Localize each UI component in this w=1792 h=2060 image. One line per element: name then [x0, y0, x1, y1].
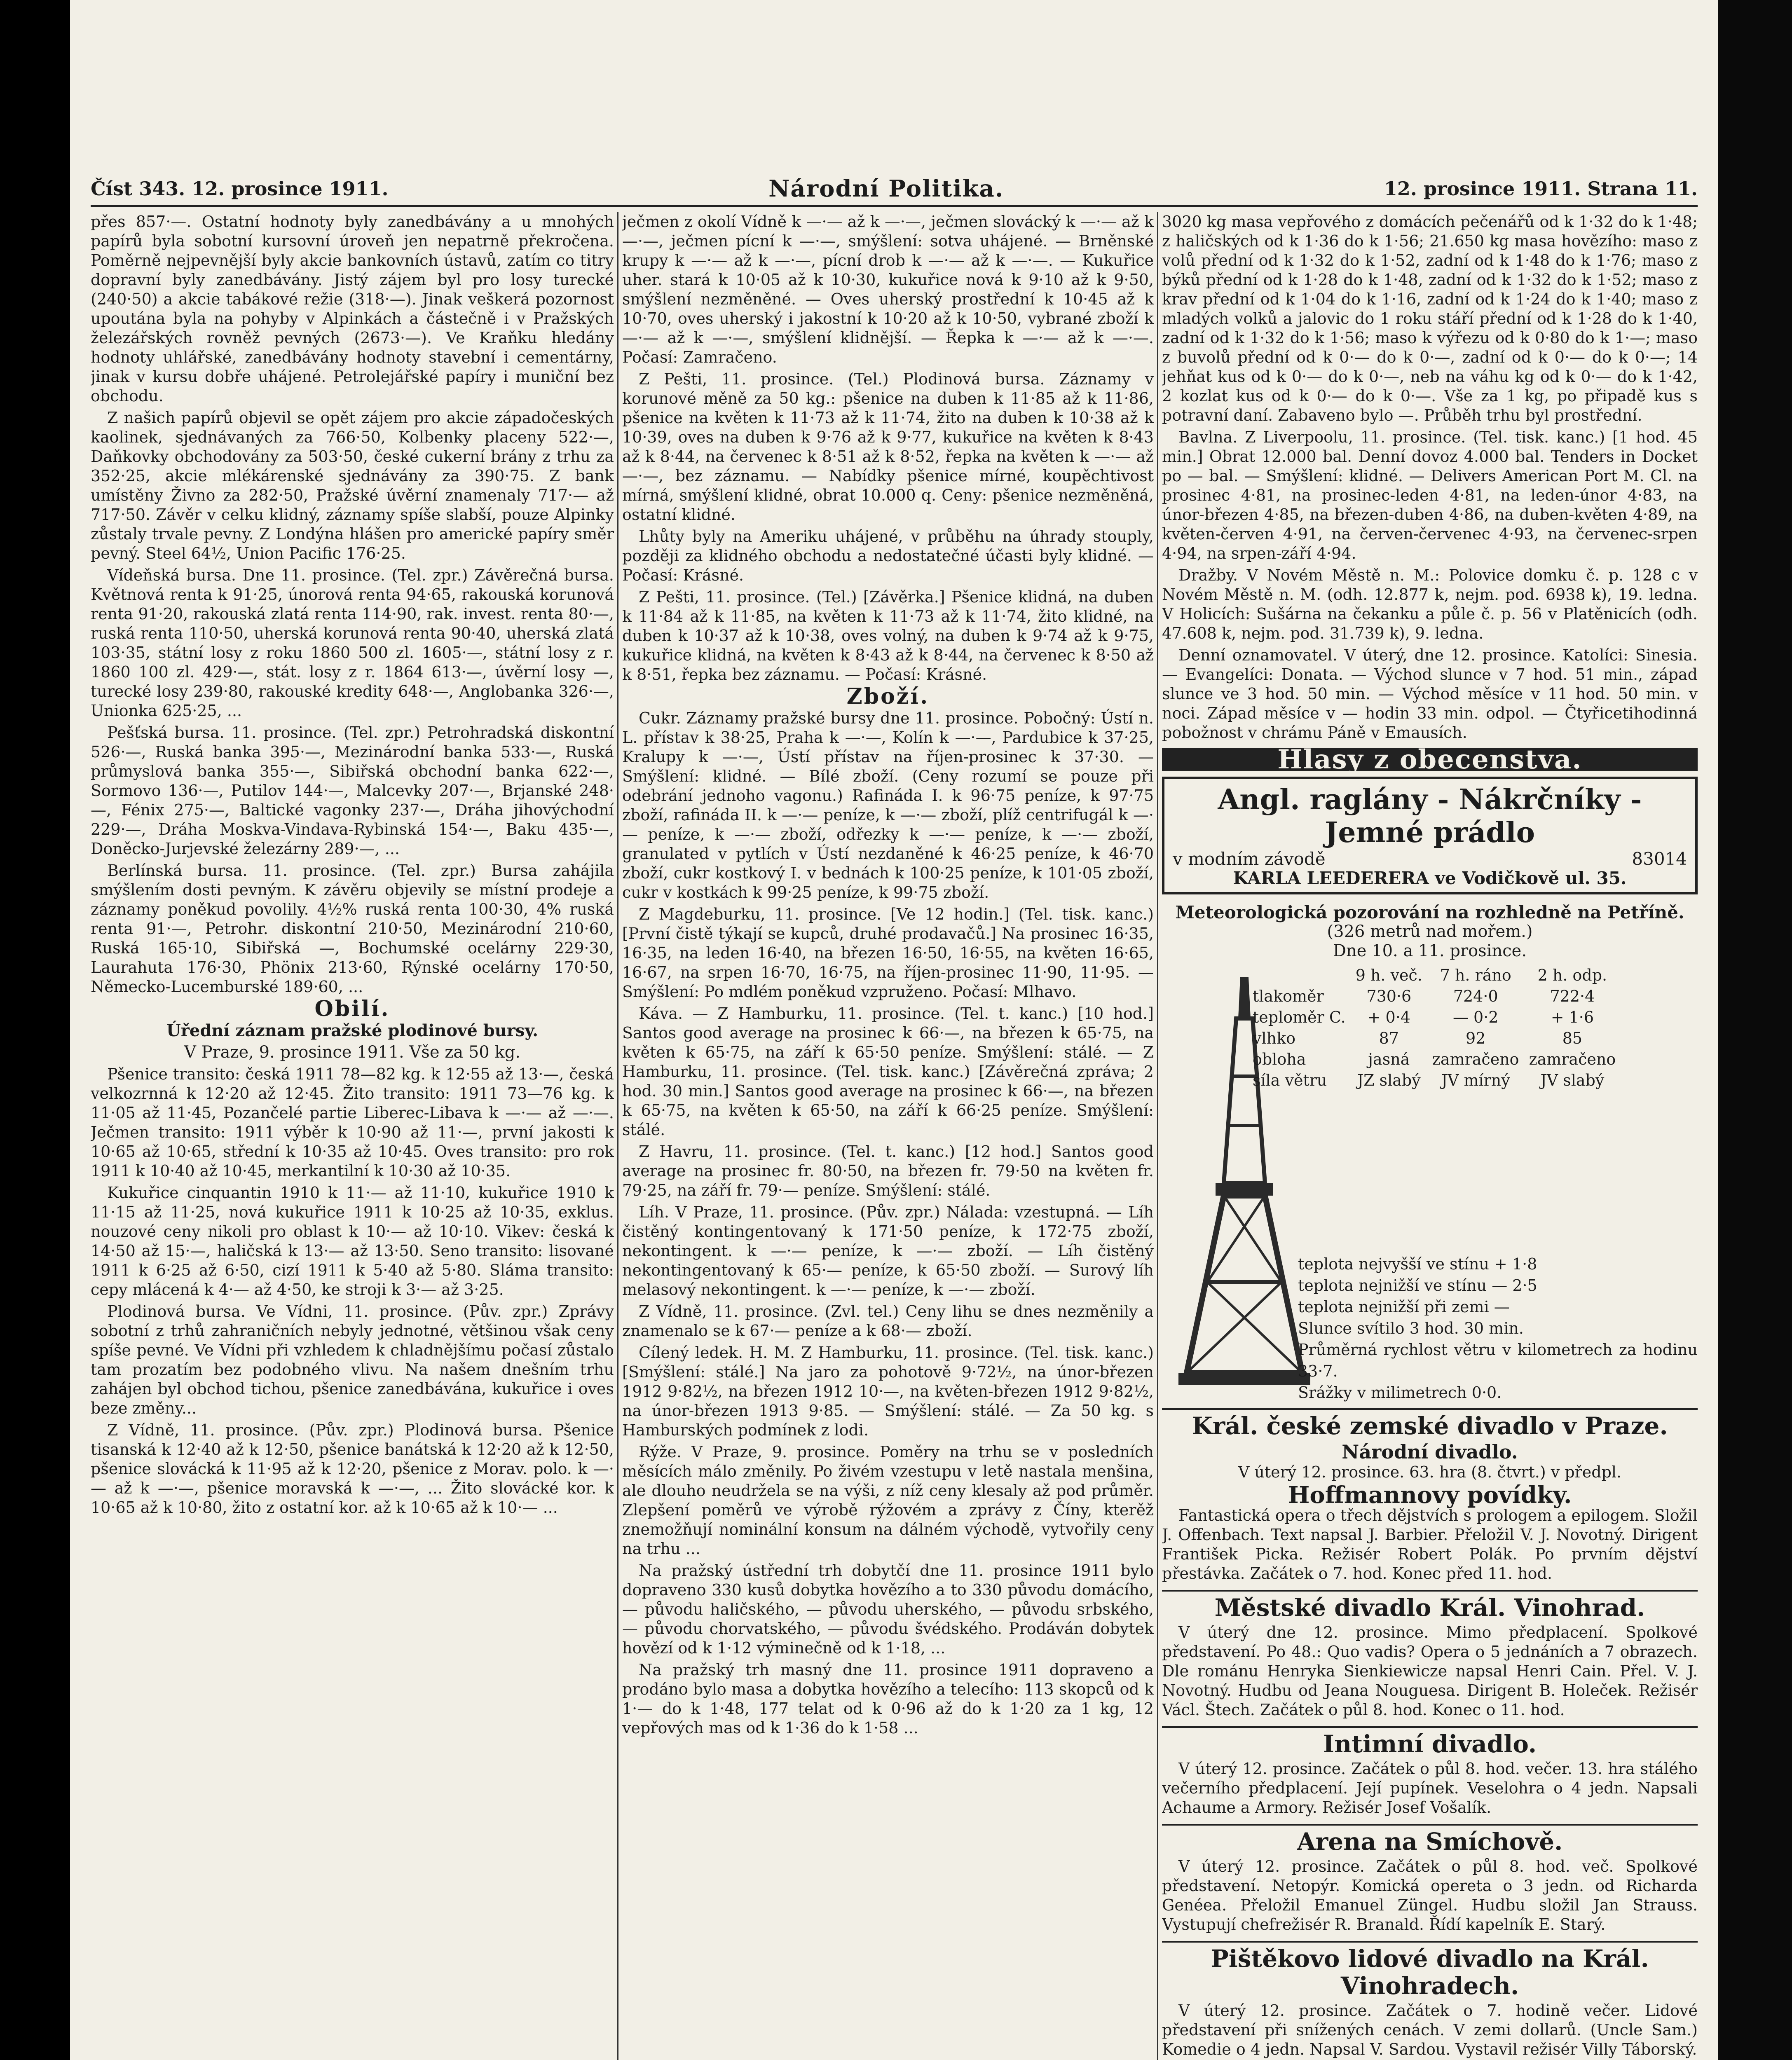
weather-value: 730·6 [1366, 987, 1412, 1005]
section-heading-grain: Obilí. [314, 996, 390, 1021]
berlin-bourse-article: Berlínská bursa. 11. prosince. (Tel. zpr.) Bursa zahájila smýšlením dosti pevným. K závěru objevily se místní prodeje a záznamy poněkud povolily. 4½% ruská renta 100·30, 4% ruská renta 91·—, Petrohr. diskontní 210·50, Mezinárodní 210·60, Ruská 165·10, Sibiřská —, Bochumské ocelárny 229·30, Laurahuta 176·30, Phönix 213·60, Rýnské ocelárny 170·50, Německo-Lucemburské 189·60, ... [91, 861, 614, 996]
theater-heading-vinohrady: Městské divadlo Král. Vinohrad. [1162, 1590, 1698, 1621]
header-issue-date: Číst 343. 12. prosince 1911. [91, 178, 389, 200]
column-2 [622, 212, 1154, 2060]
weather-value: 87 [1379, 1029, 1399, 1047]
theater-heading-pistek: Pištěkovo lidové divadlo na Král. Vinohradech. [1162, 1941, 1698, 1999]
havre-paragraph: Z Havru, 11. prosince. (Tel. t. kanc.) [12 hod.] Santos good average na prosinec fr. 80·50, na březen fr. 79·50 na květen fr. 79·25, na září fr. 79·— peníze. Smýšlení: stálé. [622, 1142, 1154, 1199]
column-divider [617, 212, 618, 2060]
pest-exchange-paragraph: Z Pešti, 11. prosince. (Tel.) [Závěrka.] Pšenice klidná, na duben k 11·84 až k 11·85, na květen k 11·73 až k 11·74, žito klidné, na duben k 10·37 až k 10·38, oves volný, na duben k 9·74 až k 9·75, kukuřice klidná, na květen k 8·43 až k 8·44, na červenec k 8·50 až k 8·51, řepka bez záznamu. — Počasí: Krásné. [622, 588, 1154, 684]
weather-row-label: obloha [1253, 1050, 1306, 1068]
weather-value: zamračeno [1529, 1050, 1616, 1068]
theater-schedule-line: V úterý 12. prosince. 63. hra (8. čtvrt.) v předpl. [1238, 1463, 1622, 1481]
produce-exchange-paragraph: Plodinová bursa. Ve Vídni, 11. prosince. (Pův. zpr.) Zprávy sobotní z trhů zahraničních nebyly jednotné, většinou však ceny spíše pevné. Ve Vídni při vzhledem k chladnějšímu počasí zůstalo tam prozatím bez podobného vlivu. Na našem dnešním trhu zahájen byl obchod tichou, pšenice zanedbávána, kukuřice i oves beze změny... [91, 1302, 614, 1417]
ad-address: KARLA LEEDERERA ve Vodičkově ul. 35. [1233, 868, 1627, 888]
article-paragraph: ječmen z okolí Vídně k —·— až k —·—, ječmen slovácký k —·— až k —·—, ječmen pícní k —·—, smýšlení: sotva uhájené. — Brněnské krupy k —·— až k —·—, pícní drob k —·— až k —·—. — Kukuřice uher. stará k 10·05 až k 10·30, kukuřice nová k 9·10 až k 9·50, smýšlení nezměněné. — Oves uherský prostřední k 10·45 až k 10·70, oves uherský i jakostní k 10·20 až k 10·50, vybrané zboží k —·— až k —·—, smýšlení klidnější. — Řepka k —·— až k —·—. Počasí: Zamračeno. [622, 213, 1154, 366]
weather-time: 7 h. ráno [1440, 966, 1511, 984]
theater-listing: V úterý 12. prosince. Začátek o půl 8. hod. večer. 13. hra stálého večerního předplacení. Její pupínek. Veselohra o 4 jedn. Napsali Achaume a Armory. Režisér Josef Vošalík. [1162, 1760, 1698, 1817]
ad-line [1173, 849, 1687, 868]
advertisement-box [1162, 777, 1698, 894]
spirit-paragraph: Z Vídně, 11. prosince. (Zvl. tel.) Ceny lihu se dnes nezměnily a znamenalo se k 67·— peníze a k 68·— zboží. [622, 1302, 1154, 1340]
weather-value: zamračeno [1432, 1050, 1519, 1068]
newspaper-title: Národní Politika. [768, 175, 1004, 202]
petersburg-bourse-article: Pešťská bursa. 11. prosince. (Tel. zpr.) Petrohradská diskontní 526·—, Ruská banka 395·—, Mezinárodní banka 533·—, Ruská průmyslová banka 355·—, Sibiřská obchodní banka 622·—, Sormovo 136·—, Putilov 144·—, Malcevky 207·—, Brjanské 248·—, Fénix 275·—, Baltické vagonky 237·—, Dráha jihovýchodní 229·—, Dráha Moskva-Vindava-Rybinská 154·—, Baku 435·—, Doněcko-Jurjevské železárny 289·—, ... [91, 723, 614, 858]
grain-prices-paragraph: Pšenice transito: česká 1911 78—82 kg. k 12·55 až 13·—, česká velkozrnná k 12·20 až 12·45. Žito transito: 1911 73—76 kg. k 11·05 až 11·45, Pozančelé partie Liberec-Libava k —·— až —·—. Ječmen transito: 1911 výběr k 10·90 až 11·—, první jakosti k 10·65 až 10·65, střední k 10·35 až 10·45. Oves transito: pro rok 1911 k 10·40 až 10·45, merkantilní k 10·30 až 10·35. [91, 1065, 614, 1180]
weather-row [1244, 1049, 1621, 1070]
weather-value: 85 [1562, 1029, 1583, 1047]
weather-section [1162, 965, 1698, 1402]
saltpeter-paragraph: Cílený ledek. H. M. Z Hamburku, 11. prosince. (Tel. tisk. kanc.) [Smýšlení: stálé.] Na jaro za pohotově 9·72½, na únor-březen 1912 9·82½, na březen 1912 10·—, na květen-březen 1912 9·82½, na únor-březen 1913 9·85. — Smýšlení: stálé. — Za 50 kg. s Hamburských podmínek z lodi. [622, 1344, 1154, 1439]
weather-value: JZ slabý [1357, 1071, 1421, 1089]
newspaper-page [70, 0, 1718, 2060]
section-dateline: V Praze, 9. prosince 1911. Vše za 50 kg. [184, 1043, 521, 1062]
weather-value: JV slabý [1540, 1071, 1605, 1089]
weather-row [1244, 1007, 1621, 1028]
cotton-paragraph: Bavlna. Z Liverpoolu, 11. prosince. (Tel. tisk. kanc.) [1 hod. 45 min.] Obrat 12.000 bal. Denní dovoz 4.000 bal. Tenders in Docket po — bal. — Smýšlení: klidné. — Delivers American Port M. Cl. na prosinec 4·81, na prosinec-leden 4·81, na leden-únor 4·83, na únor-březen 4·85, na březen-duben 4·86, na duben-květen 4·89, na květen-červen 4·91, na červen-červenec 4·93, na červenec-srpen 4·94, na srpen-září 4·94. [1162, 428, 1698, 562]
weather-subtitle: (326 metrů nad mořem.) [1327, 922, 1533, 941]
column-3 [1162, 212, 1698, 2060]
theater-subheading: Národní divadlo. [1342, 1441, 1518, 1463]
weather-time: 2 h. odp. [1537, 966, 1607, 984]
play-title: Hoffmannovy povídky. [1288, 1482, 1572, 1509]
weather-note: teplota nejvyšší ve stínu + 1·8 [1298, 1255, 1537, 1273]
weather-value: 92 [1466, 1029, 1486, 1047]
column-divider [1157, 212, 1158, 2060]
weather-value: JV mírný [1441, 1071, 1510, 1089]
weather-date: Dne 10. a 11. prosince. [1333, 941, 1527, 960]
weather-note: teplota nejnižší při zemi — [1298, 1298, 1510, 1316]
theater-heading-intimate: Intimní divadlo. [1162, 1726, 1698, 1758]
weather-row-label: vlhko [1253, 1029, 1295, 1047]
weather-value: 724·0 [1453, 987, 1498, 1005]
vienna-bourse-article: Vídeňská bursa. Dne 11. prosince. (Tel. zpr.) Závěrečná bursa. Květnová renta k 91·25, únorová renta 94·65, rakouská korunová renta 91·20, rakouská zlatá renta 114·90, rak. invest. renta 80·—, ruská renta 110·50, uherská korunová renta 90·40, uherská zlatá 103·35, státní losy z roku 1860 500 zl. 1605·—, státní losy z r. 1860 100 zl. 429·—, stát. losy z r. 1864 613·—, úvěrní losy —, turecké losy 239·80, rakouské kredity 648·—, Anglobanka 326·—, Unionka 625·25, ... [91, 566, 614, 720]
spirit-paragraph: Líh. V Praze, 11. prosince. (Pův. zpr.) Nálada: vzestupná. — Líh čistěný kontingentovaný k 171·50 peníze, k 172·75 zboží, nekontingent. k —·— peníze, k —·— zboží. — Líh čistěný nekontingentovaný k 65·— peníze, k 65·50 zboží. — Surový líh melasový nekontingent. k —·— peníze, k —·— zboží. [622, 1203, 1154, 1299]
coffee-paragraph: Káva. — Z Hamburku, 11. prosince. (Tel. t. kanc.) [10 hod.] Santos good average na prosinec k 66·—, na březen k 65·75, na květen k 65·75, na září k 65·50 peníze. Smýšlení: stálé. — Z Hamburku, 11. prosince. (Tel. tisk. kanc.) [Závěrečná zpráva; 2 hod. 30 min.] Santos good average na prosinec k 66·—, na březen k 65·75, na květen k 65·50, na září k 66·25 peníze. Smýšlení: stálé. [622, 1004, 1154, 1139]
header-page-number: 12. prosince 1911. Strana 11. [1384, 178, 1698, 200]
magdeburg-paragraph: Z Magdeburku, 11. prosince. [Ve 12 hodin.] (Tel. tisk. kanc.) [První čistě týkají se kupců, druhé prodavačů.] Na prosinec 16·35, 16·35, na leden 16·40, na březen 16·50, 16·55, na květen 16·65, 16·67, na srpen 16·70, 16·75, na říjen-prosinec 11·90, 11·95. — Smýšlení: Po mdlém poněkud vzpruženo. Počasí: Mlhavo. [622, 905, 1154, 1001]
weather-row [1244, 1070, 1621, 1091]
article-paragraph: Z našich papírů objevil se opět zájem pro akcie západočeských kaolinek, sjednávaných za 766·50, Kolbenky placeny 522·—, Daňkovky obchodovány za 503·50, české cukerní brány z trhu za 352·25, akcie mlékárenské sjednávány za 390·75. Z bank umístěny Živno za 282·50, Pražské úvěrní znamenaly 717·— až 717·50. Závěr v celku klidný, záznamy spíše slabší, pouze Alpinky zůstaly trvale pevny. Z Londýna hlášen pro americké papíry směr pevný. Steel 64½, Union Pacific 176·25. [91, 409, 614, 562]
grain-prices-paragraph: Kukuřice cinquantin 1910 k 11·— až 11·10, kukuřice 1910 k 11·15 až 11·25, nová kukuřice 1911 k 10·25 až 10·35, exklus. nouzové ceny nikoli pro oblast k 10·— až 10·10. Vikev: česká k 14·50 až 15·—, haličská k 13·— až 13·50. Seno transito: lisované 1911 k 6·25 až 6·50, cizí 1911 k 5·40 až 5·80. Sláma transito: cepy mlácená k 4·— až 4·50, ke stroji k 3·— až 3·25. [91, 1184, 614, 1299]
weather-header-row [1244, 965, 1621, 986]
ad-code: 83014 [1632, 849, 1687, 869]
weather-time: 9 h. več. [1355, 966, 1422, 984]
ad-text: v modním závodě [1173, 849, 1326, 869]
section-heading-goods: Zboží. [846, 684, 930, 709]
public-voices-heading: Hlasy z obecenstva. [1162, 748, 1698, 771]
weather-value: — 0·2 [1452, 1008, 1499, 1026]
auctions-paragraph: Dražby. V Novém Městě n. M.: Polovice domku č. p. 128 c v Novém Městě n. M. (odh. 12.877 k, nejm. pod. 6938 k), 19. ledna. V Holicích: Sušárna na čekanku a půle č. p. 56 v Platěnicích (odh. 47.608 k, nejm. pod. 31.739 k), 9. ledna. [1162, 566, 1698, 642]
article-paragraph: Lhůty byly na Ameriku uhájené, v průběhu na úhrady stouply, později za klidného obchodu a nedostatečné účasti byly klidné. — Počasí: Krásné. [622, 527, 1154, 584]
weather-note: Průměrná rychlost větru v kilometrech za hodinu 33·7. [1298, 1341, 1698, 1380]
weather-notes [1298, 1253, 1698, 1403]
daily-calendar-paragraph: Denní oznamovatel. V úterý, dne 12. prosince. Katolíci: Sinesia. — Evangelíci: Donata. — Východ slunce v 7 hod. 51 min., západ slunce ve 3 hod. 50 min. — Východ měsíce v 11 hod. 50 min. v noci. Západ měsíce v — hodin 33 min. odpol. — Čtyřicetihodinná pobožnost v chrámu Páně v Emausích. [1162, 646, 1698, 742]
weather-row [1244, 1028, 1621, 1049]
page-header [91, 172, 1698, 207]
sugar-paragraph: Cukr. Záznamy pražské bursy dne 11. prosince. Pobočný: Ústí n. L. přístav k 38·25, Praha k —·—, Kolín k —·—, Pardubice k 37·25, Kralupy k —·—, Ústí přístav na říjen-prosinec k 37·30. — Smýšlení: klidné. — Bílé zboží. (Ceny rozumí se pouze při odebrání jednoho vagonu.) Rafináda I. k 96·75 peníze, k 97·75 zboží, rafináda II. k —·— peníze, k —·— zboží, plíž centrifugál k —·— peníze, k —·— zboží, odřezky k —·— peníze, k —·— zboží, granulated v pytlích v Ústí nezdaněné k 46·25 peníze, k 46·70 zboží, cukr kostkový I. v bednách k 100·25 peníze, k 101·05 zboží, cukr v kostkách k 99·25 peníze, k 99·75 zboží. [622, 709, 1154, 901]
rice-paragraph: Rýže. V Praze, 9. prosince. Poměry na trhu se v posledních měsících málo změnily. Po živém vzestupu v letě nastala menšina, ale dlouho neudržela se na výši, z níž ceny klesaly až pod průměr. Zlepšení poměrů ve výrobě rýžovém a zprávy z Číny, kterěž znemožňují nominální konsum na dálném východě, vytvořily ceny na trhu ... [622, 1443, 1154, 1558]
weather-value: + 0·4 [1367, 1008, 1410, 1026]
weather-table [1244, 965, 1621, 1091]
weather-row [1244, 986, 1621, 1007]
weather-value: + 1·6 [1551, 1008, 1594, 1026]
column-1 [91, 212, 614, 2060]
weather-title: Meteorologická pozorování na rozhledně na Petříně. [1175, 902, 1684, 922]
weather-value: jasná [1368, 1050, 1410, 1068]
ad-headline: Angl. raglány - Nákrčníky - Jemné prádlo [1218, 783, 1642, 849]
weather-row-label: teploměr C. [1253, 1008, 1346, 1026]
weather-note: teplota nejnižší ve stínu — 2·5 [1298, 1276, 1537, 1295]
section-subheading: Úřední záznam pražské plodinové bursy. [166, 1021, 539, 1040]
cattle-market-paragraph: Na pražský ústřední trh dobytčí dne 11. prosince 1911 bylo dopraveno 330 kusů dobytka hovězího a to 330 původu domácího, — původu haličského, — původu uherského, — původu srbského, — původu chorvatského, — původu švédského. Prodáván dobytek hovězí od k 1·12 výminečně od k 1·18, ... [622, 1561, 1154, 1657]
theater-listing: V úterý 12. prosince. Začátek o půl 8. hod. več. Spolkové představení. Netopýr. Komická opereta o 3 jedn. od Richarda Genéea. Přeložil Emanuel Züngel. Hudbu složil Jan Strauss. Vystupují chefrežisér R. Branald. Řídí kapelník E. Starý. [1162, 1857, 1698, 1934]
weather-value: 722·4 [1550, 987, 1595, 1005]
meat-market-paragraph: Na pražský trh masný dne 11. prosince 1911 dopraveno a prodáno bylo masa a dobytka hovězího a telecího: 113 skopců od k 1·— do k 1·48, 177 telat od k 0·96 až do k 1·20 za 1 kg, 12 vepřových mas od k 1·36 do k 1·58 ... [622, 1661, 1154, 1737]
weather-row-label: síla větru [1253, 1071, 1327, 1089]
weather-note: Slunce svítilo 3 hod. 30 min. [1298, 1319, 1524, 1337]
weather-row-label: tlakoměr [1253, 987, 1324, 1005]
article-paragraph: přes 857·—. Ostatní hodnoty byly zanedbávány a u mnohých papírů byla sobotní kursovní úroveň jen nepatrně překročena. Poměrně nejpevnější byly akcie bankovních ústavů, zatím co titry dopravní byly zanedbávány. Jistý zájem byl pro losy turecké (240·50) a akcie tabákové režie (318·—). Jinak veškerá pozornost upoutána byla na pohyby v Alpinkách a částečně i v Pražských železářských rovněž pevných (2673·—). Ve Kraňku hledány hodnoty uhlářské, zanedbávány hodnoty stavební i cementárny, jinak v kursu dobře uhájené. Petrolejářské papíry i muniční bez obchodu. [91, 213, 614, 405]
produce-exchange-paragraph: Z Vídně, 11. prosince. (Pův. zpr.) Plodinová bursa. Pšenice tisanská k 12·40 až k 12·50, pšenice banátská k 12·20 až k 12·50, pšenice slovácká k 11·95 až k 12·20, pšenice z Morav. polo. k —·— až k —·—, pšenice moravská k —·—, ... Žito slovácké kor. k 10·65 až k 10·80, žito z ostatní kor. až k 10·65 až k 10·— ... [91, 1421, 614, 1517]
theater-heading-national: Král. české zemské divadlo v Praze. [1162, 1408, 1698, 1440]
scan-border [1718, 0, 1792, 2060]
weather-note: Srážky v milimetrech 0·0. [1298, 1383, 1502, 1402]
pest-exchange-paragraph: Z Pešti, 11. prosince. (Tel.) Plodinová bursa. Záznamy v korunové měně za 50 kg.: pšenice na duben k 11·85 až k 11·86, pšenice na květen k 11·73 až k 11·74, žito na duben k 10·38 až k 10·39, oves na duben k 9·76 až k 9·77, kukuřice na květen k 8·43 až k 8·44, na červenec k 8·51 až k 8·52, řepka na květen k —·— až —·—, bez záznamu. — Nabídky pšenice mírné, koupěchtivost mírná, smýšlení klidné, obrat 10.000 q. Ceny: pšenice nezměněná, ostatní klidné. [622, 370, 1154, 524]
theater-listing: V úterý dne 12. prosince. Mimo předplacení. Spolkové představení. Po 48.: Quo vadis? Opera o 5 jednáních a 7 obrazech. Dle románu Henryka Sienkiewicze napsal Henri Cain. Přel. V. J. Novotný. Hudbu od Jeana Nouguesa. Dirigent B. Holeček. Režisér Václ. Štech. Začátek o půl 8. hod. Konec o 11. hod. [1162, 1623, 1698, 1719]
meat-prices-paragraph: 3020 kg masa vepřového z domácích pečenářů od k 1·32 do k 1·48; z haličských od k 1·36 do k 1·56; 21.650 kg masa hovězího: maso z volů přední od k 1·32 do k 1·52, zadní od k 1·48 do k 1·76; maso z býků přední od k 1·28 do k 1·48, zadní od k 1·32 do k 1·52; maso z krav přední od k 1·04 do k 1·16, zadní od k 1·24 do k 1·40; maso z mladých volků a jalovic do 1 roku stáří přední od k 1·28 do k 1·40, zadní od k 1·32 do k 1·56; maso k výřezu od k 0·80 do k 1·—; maso z buvolů přední od k 0·— do k 0·—, zadní od k 0·— do k 0·—; 14 jehňat kus od k 0·— do k 0·—, neb na váhu kg od k 0·— do k 1·42, 2 kozlat kus od k 0·— do k 0·—. Vše za 1 kg, po připadě kus s potravní daní. Zabaveno bylo —. Průběh trhu byl prostřední. [1162, 213, 1698, 424]
theater-listing: Fantastická opera o třech dějstvích s prologem a epilogem. Složil J. Offenbach. Text napsal J. Barbier. Přeložil V. J. Novotný. Dirigent František Picka. Režisér Robert Polák. Po prvním dějství přestávka. Začátek o 7. hod. Konec před 11. hod. [1162, 1506, 1698, 1582]
theater-heading-smichov: Arena na Smíchově. [1162, 1824, 1698, 1855]
theater-listing: V úterý 12. prosince. Začátek o 7. hodině večer. Lidové představení při snížených cenách. V zemi dollarů. (Uncle Sam.) Komedie o 4 jedn. Napsal V. Sardou. Vystavil režisér Villy Táborský. [1162, 2001, 1698, 2058]
